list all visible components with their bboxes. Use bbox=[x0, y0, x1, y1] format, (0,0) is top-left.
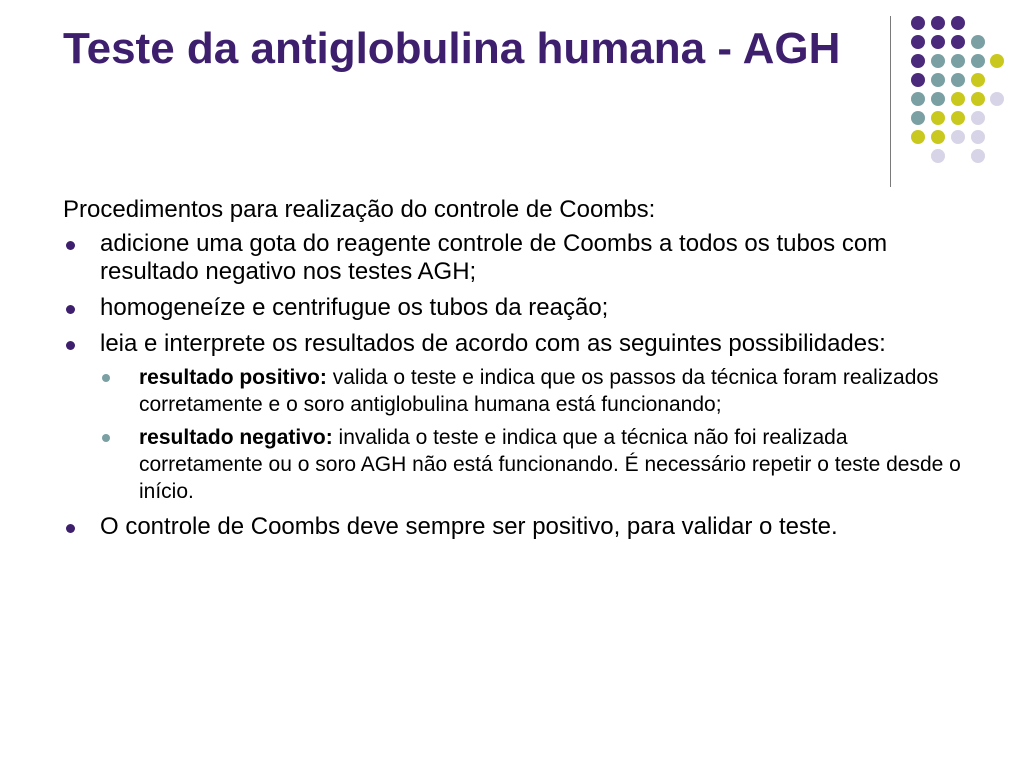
bullet-text: homogeneíze e centrifugue os tubos da reação; bbox=[100, 294, 609, 321]
title-divider-line bbox=[890, 16, 891, 187]
slide-body bbox=[63, 196, 963, 549]
decorative-dot bbox=[911, 35, 925, 49]
decorative-dot bbox=[911, 73, 925, 87]
sub-bullet-list bbox=[100, 364, 963, 505]
decorative-dot bbox=[931, 35, 945, 49]
sub-bullet-item bbox=[100, 364, 963, 418]
decorative-dot bbox=[931, 130, 945, 144]
sub-bullet-text: invalida o teste e indica que a técnica não foi realizada corretamente ou o soro AGH não está funcionando. É necessário repetir o teste desde o início. bbox=[139, 426, 961, 503]
decorative-dot bbox=[951, 130, 965, 144]
decorative-dot bbox=[951, 73, 965, 87]
bullet-item bbox=[63, 294, 963, 322]
bullet-text: adicione uma gota do reagente controle de Coombs a todos os tubos com resultado negativo nos testes AGH; bbox=[100, 230, 888, 285]
decorative-dot bbox=[931, 54, 945, 68]
decorative-dot bbox=[951, 35, 965, 49]
sub-bullet-text: valida o teste e indica que os passos da técnica foram realizados corretamente e o soro antiglobulina humana está funcionando; bbox=[139, 366, 939, 416]
decorative-dot bbox=[911, 92, 925, 106]
decorative-dot bbox=[951, 111, 965, 125]
decorative-dot bbox=[931, 111, 945, 125]
sub-bullet-label: resultado negativo: bbox=[139, 426, 333, 449]
decorative-dot bbox=[971, 92, 985, 106]
slide-title: Teste da antiglobulina humana - AGH bbox=[63, 24, 841, 73]
decorative-dot bbox=[990, 54, 1004, 68]
intro-text: Procedimentos para realização do controle de Coombs: bbox=[63, 196, 656, 223]
bullet-item bbox=[63, 230, 963, 286]
sub-bullet-item bbox=[100, 424, 963, 505]
decorative-dot bbox=[931, 92, 945, 106]
decorative-dot bbox=[971, 73, 985, 87]
bullet-text: O controle de Coombs deve sempre ser positivo, para validar o teste. bbox=[100, 513, 838, 540]
decorative-dot bbox=[911, 16, 925, 30]
decorative-dot bbox=[971, 149, 985, 163]
decorative-dot bbox=[951, 54, 965, 68]
bullet-text: leia e interprete os resultados de acordo com as seguintes possibilidades: bbox=[100, 330, 886, 357]
decorative-dot bbox=[911, 54, 925, 68]
bullet-item bbox=[63, 513, 963, 541]
decorative-dot bbox=[990, 92, 1004, 106]
decorative-dot bbox=[911, 111, 925, 125]
decorative-dot bbox=[951, 92, 965, 106]
decorative-dot bbox=[951, 16, 965, 30]
decorative-dot bbox=[971, 111, 985, 125]
decorative-dot bbox=[971, 35, 985, 49]
decorative-dot bbox=[931, 16, 945, 30]
sub-bullet-label: resultado positivo: bbox=[139, 366, 327, 389]
decorative-dot bbox=[971, 54, 985, 68]
decorative-dot bbox=[931, 73, 945, 87]
bullet-item bbox=[63, 330, 963, 505]
decorative-dot bbox=[931, 149, 945, 163]
decorative-dot bbox=[911, 130, 925, 144]
decorative-dot bbox=[971, 130, 985, 144]
bullet-list bbox=[63, 230, 963, 541]
